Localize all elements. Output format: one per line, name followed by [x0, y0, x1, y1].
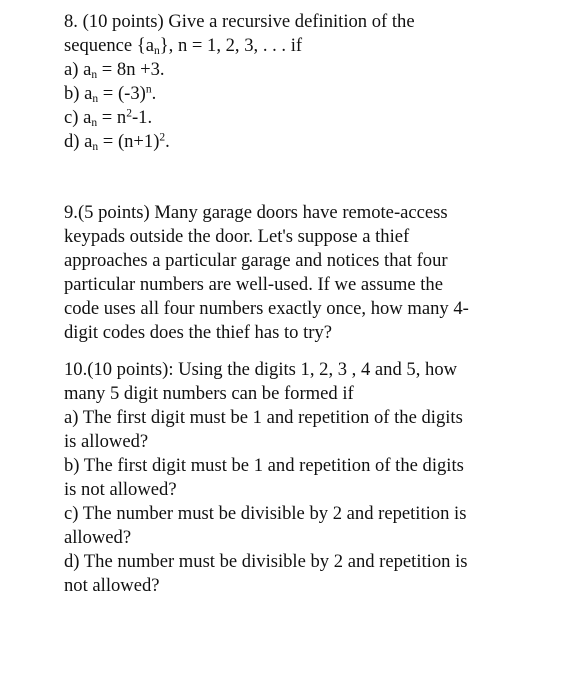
item-c-label: c) a: [64, 107, 92, 128]
item-a-label: a) a: [64, 59, 92, 80]
problem-10-line: not allowed?: [64, 575, 160, 596]
item-b-expression: = (-3): [98, 83, 146, 104]
item-c-subscript: n: [91, 117, 98, 130]
item-a-expression: = 8n +3.: [97, 59, 165, 80]
item-d-end: .: [165, 131, 170, 152]
problem-8-header: 8. (10 points) Give a recursive definition of the: [64, 11, 415, 32]
problem-10-line: c) The number must be divisible by 2 and repetition is: [64, 503, 467, 524]
sequence-suffix: }, n = 1, 2, 3, . . . if: [159, 35, 303, 56]
problem-10-line: 10.(10 points): Using the digits 1, 2, 3 , 4 and 5, how: [64, 359, 458, 380]
item-d-superscript: 2: [159, 131, 166, 144]
problem-8-item-a: [64, 58, 504, 82]
problem-10-line: is not allowed?: [64, 479, 177, 500]
problem-9-line: code uses all four numbers exactly once, how many 4-: [64, 298, 469, 319]
problem-9-line: 9.(5 points) Many garage doors have remote-access: [64, 202, 448, 223]
problem-9-line: keypads outside the door. Let's suppose a thief: [64, 226, 410, 247]
item-c-superscript: 2: [126, 107, 132, 120]
item-d-expression: = (n+1): [98, 131, 160, 152]
item-b-label: b) a: [64, 83, 93, 104]
problem-10-line: a) The first digit must be 1 and repetition of the digits: [64, 407, 463, 428]
item-b-subscript: n: [92, 93, 99, 106]
problem-10-line: allowed?: [64, 527, 132, 548]
item-b-superscript: n: [145, 83, 152, 96]
sequence-subscript: n: [153, 45, 160, 58]
item-b-end: .: [151, 83, 157, 104]
item-c-expression: = n: [97, 107, 127, 128]
problem-8: [64, 10, 504, 154]
item-c-end: -1.: [131, 107, 153, 128]
problem-10-line: d) The number must be divisible by 2 and repetition is: [64, 551, 468, 572]
problem-10-line: many 5 digit numbers can be formed if: [64, 383, 354, 404]
problem-10-line: is allowed?: [64, 431, 149, 452]
problem-9-line: approaches a particular garage and notices that four: [64, 250, 448, 271]
problem-9-line: particular numbers are well-used. If we assume the: [64, 274, 443, 295]
sequence-prefix: sequence {a: [64, 35, 154, 56]
problem-8-sequence: [64, 34, 504, 58]
problem-10-line: b) The first digit must be 1 and repetition of the digits: [64, 455, 464, 476]
problem-8-item-b: [64, 82, 504, 106]
problem-10: [64, 358, 504, 598]
item-d-label: d) a: [64, 131, 93, 152]
item-d-subscript: n: [92, 141, 99, 154]
problem-9-line: digit codes does the thief has to try?: [64, 322, 332, 343]
problem-8-item-c: [64, 106, 504, 130]
item-a-subscript: n: [91, 69, 98, 82]
problem-9: [64, 201, 504, 345]
problem-8-item-d: [64, 130, 504, 154]
